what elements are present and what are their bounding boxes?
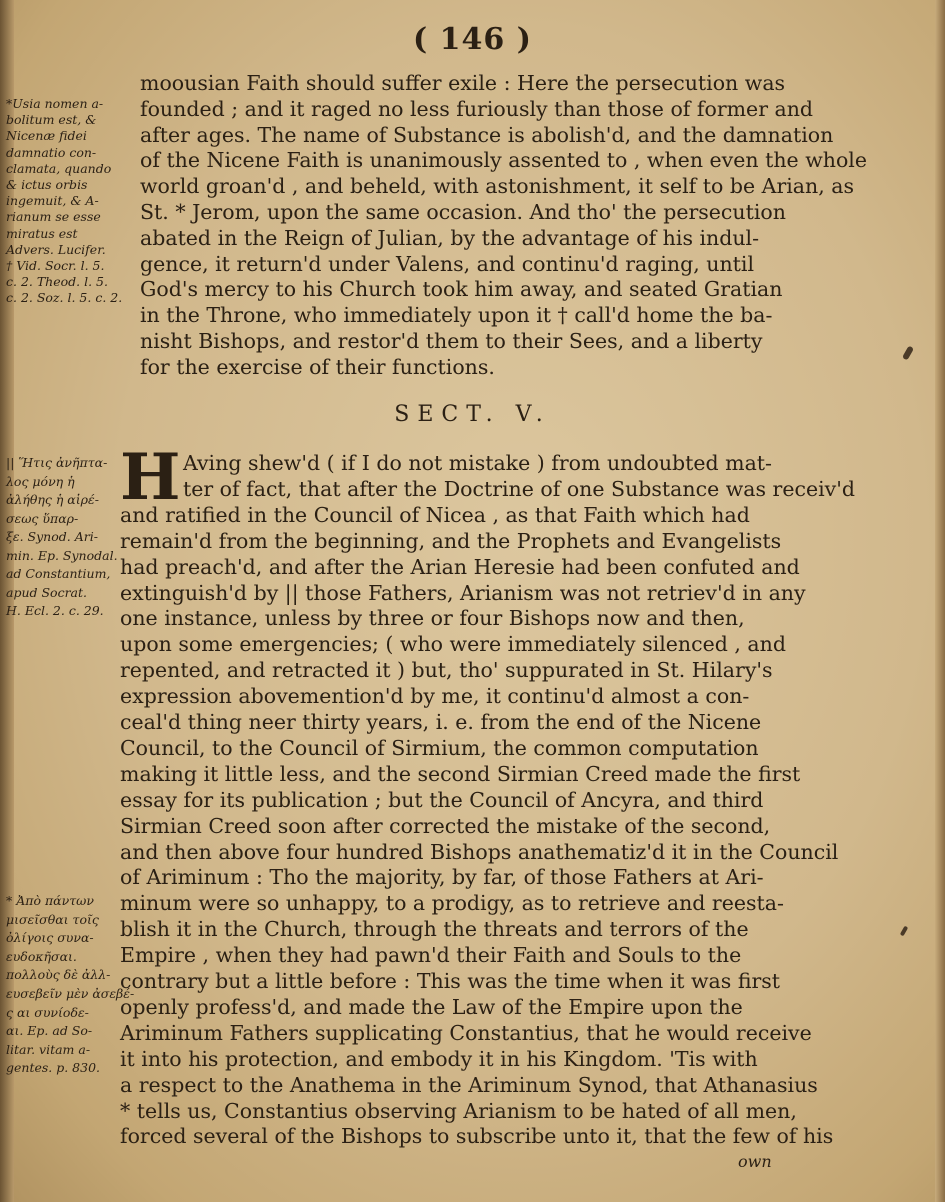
text-line: after ages. The name of Substance is abolish'd, and the damnation xyxy=(140,122,834,147)
drop-cap: H xyxy=(120,440,181,515)
margin-note-line: ἀλήθης ἡ αἱρέ- xyxy=(6,492,99,507)
text-line: of Ariminum : Tho the majority, by far, of those Fathers at Ari- xyxy=(120,865,764,890)
text-line: blish it in the Church, through the threats and terrors of the xyxy=(120,917,749,942)
page-edge-right xyxy=(935,0,945,1202)
text-line: Aving shew'd ( if I do not mistake ) from undoubted mat- xyxy=(183,451,772,475)
text-line: minum were so unhappy, to a prodigy, as to retrieve and reesta- xyxy=(120,891,784,916)
page-number: ( 146 ) xyxy=(413,22,532,57)
text-line: upon some emergencies; ( who were immediately silenced , and xyxy=(120,632,786,657)
text-line: founded ; and it raged no less furiously than those of former and xyxy=(140,96,814,121)
text-line: repented, and retracted it ) but, tho' suppurated in St. Hilary's xyxy=(120,658,773,683)
text-line: world groan'd , and beheld, with astonishment, it self to be Arian, as xyxy=(140,174,855,199)
margin-note-line: Nicenæ fidei xyxy=(6,128,87,144)
text-line: extinguish'd by || those Fathers, Arianism was not retriev'd in any xyxy=(120,580,806,605)
margin-note-line: bolitum est, & xyxy=(6,112,97,128)
margin-note-line: || Ἥτις ἀνῆπτα- xyxy=(6,455,108,470)
text-line: had preach'd, and after the Arian Heresie had been confuted and xyxy=(120,554,800,579)
text-line: Sirmian Creed soon after corrected the mistake of the second, xyxy=(120,813,771,838)
margin-note-line: ad Constantium, xyxy=(6,566,111,581)
text-line: contrary but a little before : This was the time when it was first xyxy=(120,969,781,993)
margin-note-line: min. Ep. Synodal. xyxy=(6,547,118,563)
paper-speck xyxy=(902,345,914,360)
text-line: it into his protection, and embody it in his Kingdom. 'Tis with xyxy=(120,1046,758,1071)
margin-note-line: ὀλίγοις συνα- xyxy=(6,930,94,946)
catchword: own xyxy=(738,1152,772,1171)
text-line: expression abovemention'd by me, it continu'd almost a con- xyxy=(120,684,750,709)
text-line: ceal'd thing neer thirty years, i. e. from the end of the Nicene xyxy=(120,710,762,734)
text-line: openly profess'd, and made the Law of the Empire upon the xyxy=(120,994,743,1019)
text-line: and ratified in the Council of Nicea , as that Faith which had xyxy=(120,502,750,527)
margin-note-line: clamata, quando xyxy=(6,160,112,176)
margin-note-line: πολλοὺς δὲ ἀλλ- xyxy=(6,967,111,983)
text-line: Ariminum Fathers supplicating Constantius, that he would receive xyxy=(120,1020,812,1045)
text-line: moousian Faith should suffer exile : Here the persecution was xyxy=(140,71,786,95)
margin-note-line: c. 2. Theod. l. 5. xyxy=(6,274,108,290)
text-line: remain'd from the beginning, and the Prophets and Evangelists xyxy=(120,528,782,553)
text-line: St. * Jerom, upon the same occasion. And tho' the persecution xyxy=(140,200,786,224)
margin-note-line: damnatio con- xyxy=(6,144,97,160)
margin-note-line: ς αι συνίοδε- xyxy=(6,1004,89,1020)
section-heading: SECT. V. xyxy=(394,402,551,427)
text-line: gence, it return'd under Valens, and continu'd raging, until xyxy=(140,251,755,276)
margin-note-line: c. 2. Soz. l. 5. c. 2. xyxy=(6,290,123,306)
margin-note-line: ευσεβεῖν μὲν ἀσεβέ- xyxy=(6,986,135,1001)
margin-note-line: ingemuit, & A- xyxy=(6,193,99,209)
margin-note-line: † Vid. Socr. l. 5. xyxy=(6,258,105,273)
margin-note-line: rianum se esse xyxy=(6,209,101,225)
text-line: Council, to the Council of Sirmium, the common computation xyxy=(120,735,759,760)
text-line: a respect to the Anathema in the Ariminum Synod, that Athanasius xyxy=(120,1072,818,1097)
margin-note-line: *Usia nomen a- xyxy=(6,96,104,111)
margin-note-line: σεως ὕπαρ- xyxy=(6,510,79,526)
margin-note-line: & ictus orbis xyxy=(6,177,88,192)
text-line: for the exercise of their functions. xyxy=(140,354,495,379)
margin-note-line: ευδοκῆσαι. xyxy=(6,948,77,964)
margin-note-line: gentes. p. 830. xyxy=(6,1060,101,1076)
text-line: essay for its publication ; but the Council of Ancyra, and third xyxy=(120,787,764,812)
margin-note-line: * Ἀπὸ πάντων xyxy=(6,893,94,908)
paper-speck xyxy=(900,926,908,937)
text-line: * tells us, Constantius observing Arianism to be hated of all men, xyxy=(120,1098,797,1123)
text-line: abated in the Reign of Julian, by the advantage of his indul- xyxy=(140,225,760,250)
text-line: of the Nicene Faith is unanimously assented to , when even the whole xyxy=(140,148,867,173)
text-line: one instance, unless by three or four Bishops now and then, xyxy=(120,606,745,631)
margin-note-line: litar. vitam a- xyxy=(6,1041,91,1057)
margin-note-line: apud Socrat. xyxy=(6,584,87,600)
margin-note-line: λος μόνη ἡ xyxy=(6,473,75,489)
text-line: Empire , when they had pawn'd their Faith and Souls to the xyxy=(120,943,742,968)
text-line: and then above four hundred Bishops anathematiz'd it in the Council xyxy=(120,839,839,864)
text-line: God's mercy to his Church took him away, and seated Gratian xyxy=(140,277,783,302)
margin-note-line: μισεῖσθαι τοῖς xyxy=(6,911,99,927)
margin-note-line: H. Ecl. 2. c. 29. xyxy=(6,603,104,618)
text-line: forced several of the Bishops to subscribe unto it, that the few of his xyxy=(120,1124,834,1149)
text-line: ter of fact, that after the Doctrine of one Substance was receiv'd xyxy=(183,476,855,501)
margin-note-line: ξε. Synod. Ari- xyxy=(6,529,98,544)
text-line: making it little less, and the second Sirmian Creed made the first xyxy=(120,761,801,786)
margin-note-line: αι. Ep. ad So- xyxy=(6,1023,93,1039)
text-line: nisht Bishops, and restor'd them to their Sees, and a liberty xyxy=(140,329,763,353)
text-line: in the Throne, who immediately upon it † call'd home the ba- xyxy=(140,303,773,328)
margin-note-line: Advers. Lucifer. xyxy=(6,241,106,257)
margin-note-line: miratus est xyxy=(6,225,78,241)
